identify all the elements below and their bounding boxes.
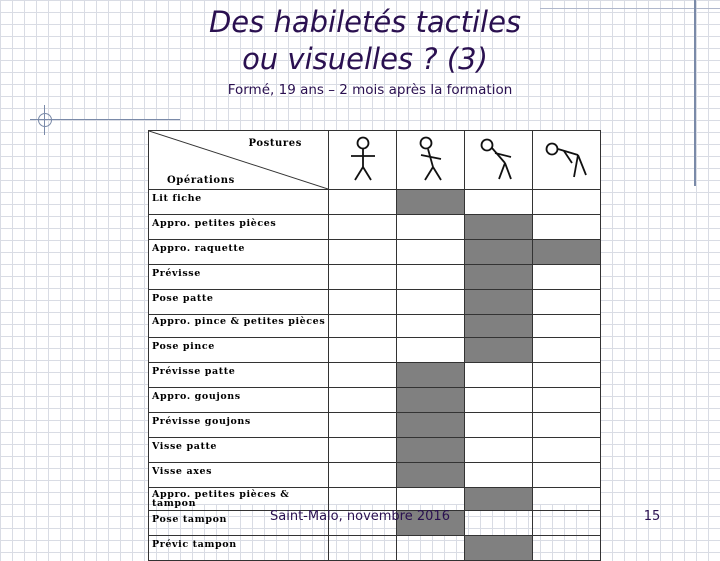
operation-label: Appro. petites pièces & tampon (149, 488, 329, 511)
decorative-line-top (540, 8, 720, 9)
table-row (149, 215, 601, 240)
posture-cell-empty (533, 215, 601, 240)
slide-title (130, 4, 600, 78)
posture-cell-empty (465, 388, 533, 413)
posture-cell-empty (329, 265, 397, 290)
posture-cell-empty (465, 363, 533, 388)
posture-cell-empty (329, 190, 397, 215)
posture-cell-empty (329, 338, 397, 363)
posture-grid (148, 130, 601, 561)
posture-cell-empty (397, 338, 465, 363)
posture-cell-empty (465, 438, 533, 463)
posture-cell-filled (533, 240, 601, 265)
operation-label: Visse patte (149, 438, 329, 463)
posture-cell-filled (465, 488, 533, 511)
operation-label: Appro. pince & petites pièces (149, 315, 329, 338)
posture-cell-empty (329, 536, 397, 561)
posture-cell-empty (533, 438, 601, 463)
posture-cell-filled (397, 363, 465, 388)
slide-title-line1: Des habiletés tactiles (208, 5, 522, 39)
posture-cell-empty (329, 388, 397, 413)
operation-label: Prévisse patte (149, 363, 329, 388)
posture-cell-empty (533, 315, 601, 338)
posture-cell-empty (533, 290, 601, 315)
posture-cell-filled (465, 536, 533, 561)
table-row (149, 463, 601, 488)
posture-cell-empty (465, 413, 533, 438)
table-row (149, 190, 601, 215)
operation-label: Pose patte (149, 290, 329, 315)
posture-cell-empty (397, 215, 465, 240)
posture-cell-empty (533, 363, 601, 388)
posture-cell-filled (397, 190, 465, 215)
leaning-figure-icon (477, 135, 521, 185)
table-row (149, 240, 601, 265)
posture-cell-empty (397, 315, 465, 338)
posture-cell-empty (465, 190, 533, 215)
posture-cell-empty (329, 315, 397, 338)
posture-cell-empty (329, 438, 397, 463)
posture-cell-empty (397, 240, 465, 265)
operation-label: Visse axes (149, 463, 329, 488)
posture-header-4 (533, 131, 601, 190)
operation-label: Appro. goujons (149, 388, 329, 413)
operation-label: Prévisse goujons (149, 413, 329, 438)
table-row (149, 413, 601, 438)
posture-cell-empty (329, 413, 397, 438)
bent-over-figure-icon (542, 135, 592, 185)
posture-cell-empty (533, 413, 601, 438)
decorative-line-left (30, 119, 180, 120)
posture-header-3 (465, 131, 533, 190)
posture-cell-empty (397, 488, 465, 511)
table-row (149, 315, 601, 338)
table-row (149, 338, 601, 363)
posture-header-2 (397, 131, 465, 190)
decorative-circle-icon (38, 113, 52, 127)
posture-cell-empty (533, 265, 601, 290)
operation-label: Pose pince (149, 338, 329, 363)
posture-cell-empty (329, 240, 397, 265)
table-row (149, 488, 601, 511)
operation-label: Prévisse (149, 265, 329, 290)
operation-label: Appro. petites pièces (149, 215, 329, 240)
posture-cell-empty (533, 388, 601, 413)
posture-cell-empty (533, 488, 601, 511)
slide-footer: Saint-Malo, novembre 2016 (270, 509, 450, 524)
posture-cell-empty (329, 463, 397, 488)
posture-cell-empty (397, 290, 465, 315)
posture-cell-empty (329, 488, 397, 511)
posture-cell-filled (397, 463, 465, 488)
operation-label: Prévic tampon (149, 536, 329, 561)
posture-header-1 (329, 131, 397, 190)
table-row (149, 536, 601, 561)
posture-cell-empty (329, 215, 397, 240)
posture-cell-filled (465, 315, 533, 338)
posture-cell-filled (465, 265, 533, 290)
page-number: 15 (643, 509, 661, 524)
posture-cell-filled (465, 338, 533, 363)
posture-cell-empty (533, 511, 601, 536)
posture-cell-filled (397, 413, 465, 438)
header-operations-label: Opérations (167, 175, 235, 186)
posture-cell-filled (397, 438, 465, 463)
operation-label: Appro. raquette (149, 240, 329, 265)
table-body (149, 190, 601, 561)
posture-cell-empty (465, 511, 533, 536)
posture-cell-filled (397, 388, 465, 413)
standing-bent-figure-icon (411, 135, 451, 185)
table-row (149, 388, 601, 413)
posture-cell-filled (465, 215, 533, 240)
posture-cell-filled (465, 290, 533, 315)
posture-cell-empty (533, 536, 601, 561)
posture-cell-empty (533, 190, 601, 215)
posture-cell-empty (329, 363, 397, 388)
standing-figure-icon (343, 135, 383, 185)
posture-cell-empty (465, 463, 533, 488)
slide-subtitle: Formé, 19 ans – 2 mois après la formation (227, 82, 513, 98)
table-row (149, 438, 601, 463)
header-postures-label: Postures (248, 138, 302, 149)
operation-label: Pose tampon (149, 511, 329, 536)
table-row (149, 265, 601, 290)
posture-cell-empty (533, 463, 601, 488)
posture-cell-empty (533, 338, 601, 363)
table-row (149, 290, 601, 315)
posture-cell-empty (397, 536, 465, 561)
header-corner-cell (149, 131, 329, 190)
operation-label: Lit fiche (149, 190, 329, 215)
table-row (149, 363, 601, 388)
posture-cell-filled (465, 240, 533, 265)
decorative-line-right (694, 0, 696, 186)
slide-title-line2: ou visuelles ? (3) (242, 42, 488, 76)
posture-cell-empty (397, 265, 465, 290)
posture-cell-empty (329, 290, 397, 315)
